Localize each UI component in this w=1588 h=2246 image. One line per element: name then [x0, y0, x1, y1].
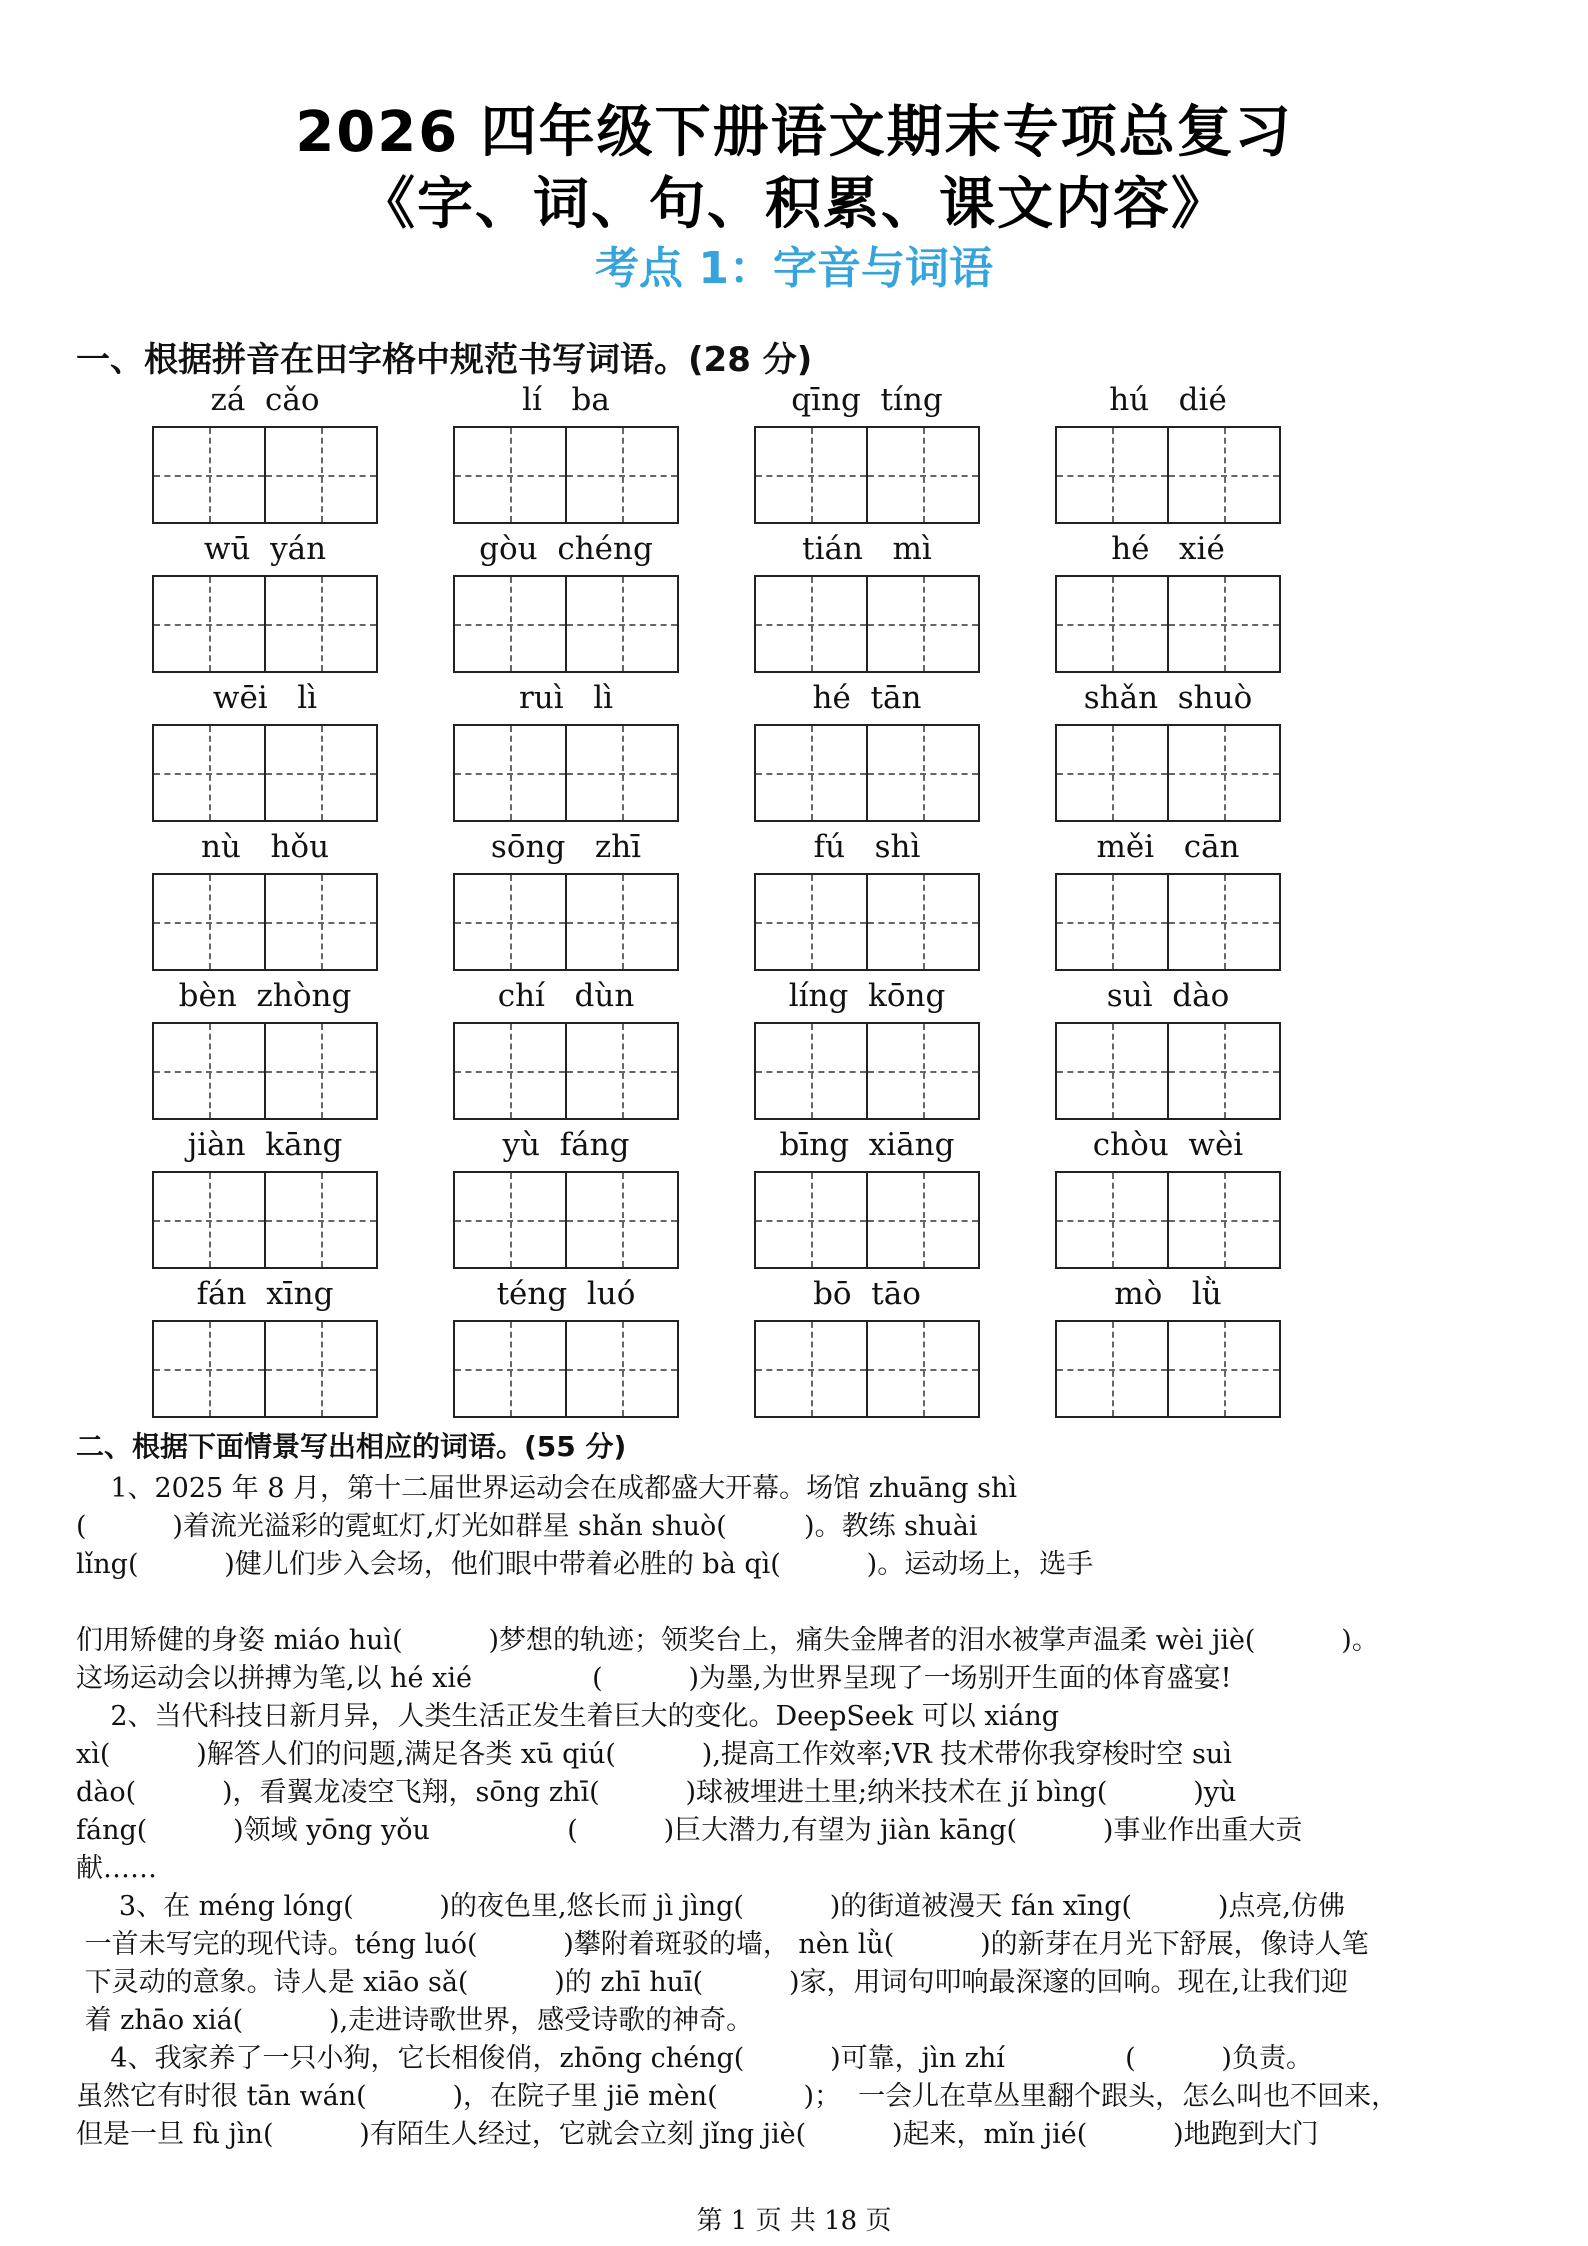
passage-line: dào( )，看翼龙凌空飞翔，sōng zhī( )球被埋进土里;纳米技术在 jí bìng( )yù — [76, 1777, 1237, 1808]
tianzige-boxes[interactable] — [1055, 724, 1281, 822]
pinyin-label: tián mì — [802, 531, 932, 567]
tianzige-boxes[interactable] — [1055, 1022, 1281, 1120]
tianzige-boxes[interactable] — [453, 575, 679, 673]
passage-line: 虽然它有时很 tān wán( )，在院子里 jiē mèn( )； 一会儿在草丛里翻个跟头，怎么叫也不回来， — [76, 2081, 1399, 2112]
pinyin-label: gòu chéng — [479, 531, 653, 567]
tianzige-cell[interactable] — [1057, 428, 1167, 522]
pinyin-label: zá cǎo — [210, 382, 320, 418]
section1-title: 一、根据拼音在田字格中规范书写词语。(28 分) — [76, 340, 813, 380]
tianzige-boxes[interactable] — [152, 1320, 378, 1418]
pinyin-label: fán xīng — [196, 1276, 334, 1312]
tianzige-cell[interactable] — [756, 875, 866, 969]
tianzige-cell[interactable] — [866, 1173, 978, 1267]
tianzige-cell[interactable] — [866, 577, 978, 671]
passage-line: 们用矫健的身姿 miáo huì( )梦想的轨迹；领奖台上，痛失金牌者的泪水被掌声温柔 wèi jiè( )。 — [76, 1625, 1379, 1656]
pinyin-label: wēi lì — [212, 680, 318, 716]
tianzige-cell[interactable] — [1057, 875, 1167, 969]
pinyin-label: hé tān — [812, 680, 922, 716]
tianzige-cell[interactable] — [1057, 726, 1167, 820]
tianzige-cell[interactable] — [756, 428, 866, 522]
tianzige-cell[interactable] — [565, 577, 677, 671]
pinyin-label: ruì lì — [518, 680, 614, 716]
pinyin-label: fú shì — [813, 829, 921, 865]
tianzige-boxes[interactable] — [1055, 426, 1281, 524]
passage-line: 2、当代科技日新月异，人类生活正发生着巨大的变化。DeepSeek 可以 xiáng — [76, 1701, 1060, 1732]
pinyin-label: lí ba — [522, 382, 610, 418]
tianzige-cell[interactable] — [1167, 875, 1279, 969]
tianzige-boxes[interactable] — [453, 1022, 679, 1120]
tianzige-cell[interactable] — [1167, 428, 1279, 522]
tianzige-boxes[interactable] — [1055, 1320, 1281, 1418]
pinyin-label: hé xié — [1111, 531, 1225, 567]
tianzige-boxes[interactable] — [754, 724, 980, 822]
tianzige-boxes[interactable] — [453, 1320, 679, 1418]
tianzige-cell[interactable] — [866, 726, 978, 820]
tianzige-cell[interactable] — [264, 726, 376, 820]
tianzige-boxes[interactable] — [754, 426, 980, 524]
pinyin-label: líng kōng — [788, 978, 946, 1014]
tianzige-boxes[interactable] — [152, 575, 378, 673]
passage-line: 这场运动会以拼搏为笔,以 hé xié ( )为墨,为世界呈现了一场别开生面的体育盛宴! — [76, 1663, 1232, 1694]
tianzige-boxes[interactable] — [453, 724, 679, 822]
passage-line: 着 zhāo xiá( ),走进诗歌世界，感受诗歌的神奇。 — [76, 2005, 754, 2036]
tianzige-cell[interactable] — [154, 875, 264, 969]
tianzige-cell[interactable] — [756, 1024, 866, 1118]
tianzige-cell[interactable] — [866, 875, 978, 969]
tianzige-cell[interactable] — [264, 428, 376, 522]
passage-line: 4、我家养了一只小狗，它长相俊俏，zhōng chéng( )可靠，jìn zhí ( )负责。 — [76, 2043, 1313, 2074]
pinyin-label: chòu wèi — [1092, 1127, 1244, 1163]
tianzige-cell[interactable] — [565, 1024, 677, 1118]
tianzige-cell[interactable] — [154, 1173, 264, 1267]
tianzige-cell[interactable] — [264, 577, 376, 671]
tianzige-cell[interactable] — [455, 577, 565, 671]
tianzige-boxes[interactable] — [1055, 575, 1281, 673]
tianzige-cell[interactable] — [756, 1173, 866, 1267]
tianzige-boxes[interactable] — [152, 426, 378, 524]
tianzige-cell[interactable] — [1057, 1322, 1167, 1416]
tianzige-cell[interactable] — [1167, 1322, 1279, 1416]
tianzige-cell[interactable] — [1167, 577, 1279, 671]
document-title: 2026 四年级下册语文期末专项总复习 — [295, 100, 1293, 165]
passage-line: 献…… — [76, 1853, 157, 1884]
tianzige-cell[interactable] — [154, 1024, 264, 1118]
pinyin-label: jiàn kāng — [187, 1127, 343, 1163]
passage-line: 但是一旦 fù jìn( )有陌生人经过，它就会立刻 jǐng jiè( )起来，mǐn jié( )地跑到大门 — [76, 2119, 1319, 2150]
page-footer: 第 1 页 共 18 页 — [696, 2206, 892, 2236]
tianzige-cell[interactable] — [264, 1024, 376, 1118]
passage-line: 3、在 méng lóng( )的夜色里,悠长而 jì jìng( )的街道被漫天 fán xīng( )点亮,仿佛 — [76, 1891, 1345, 1922]
pinyin-label: wū yán — [203, 531, 327, 567]
tianzige-cell[interactable] — [1167, 1173, 1279, 1267]
tianzige-cell[interactable] — [565, 726, 677, 820]
pinyin-label: bō tāo — [813, 1276, 921, 1312]
pinyin-label: mò lǜ — [1114, 1276, 1222, 1312]
tianzige-cell[interactable] — [264, 875, 376, 969]
tianzige-cell[interactable] — [565, 875, 677, 969]
tianzige-cell[interactable] — [756, 1322, 866, 1416]
tianzige-cell[interactable] — [264, 1322, 376, 1416]
tianzige-cell[interactable] — [565, 428, 677, 522]
pinyin-label: hú dié — [1109, 382, 1227, 418]
tianzige-boxes[interactable] — [754, 873, 980, 971]
tianzige-cell[interactable] — [866, 428, 978, 522]
tianzige-cell[interactable] — [455, 726, 565, 820]
passage-line: 一首未写完的现代诗。téng luó( )攀附着斑驳的墙， nèn lǜ( )的新芽在月光下舒展，像诗人笔 — [76, 1929, 1369, 1960]
passage-line: ( )着流光溢彩的霓虹灯,灯光如群星 shǎn shuò( )。教练 shuài — [76, 1511, 978, 1542]
tianzige-cell[interactable] — [154, 1322, 264, 1416]
tianzige-cell[interactable] — [455, 428, 565, 522]
tianzige-boxes[interactable] — [754, 1320, 980, 1418]
pinyin-label: sōng zhī — [490, 829, 642, 865]
tianzige-cell[interactable] — [1057, 577, 1167, 671]
tianzige-boxes[interactable] — [754, 575, 980, 673]
tianzige-cell[interactable] — [154, 428, 264, 522]
tianzige-cell[interactable] — [455, 1173, 565, 1267]
tianzige-boxes[interactable] — [754, 1022, 980, 1120]
tianzige-cell[interactable] — [866, 1024, 978, 1118]
tianzige-cell[interactable] — [866, 1322, 978, 1416]
tianzige-cell[interactable] — [1167, 726, 1279, 820]
tianzige-boxes[interactable] — [453, 426, 679, 524]
pinyin-label: bīng xiāng — [779, 1127, 955, 1163]
kaodian-heading: 考点 1：字音与词语 — [595, 243, 993, 294]
pinyin-label: nù hǒu — [200, 829, 330, 865]
passage-line: fáng( )领域 yōng yǒu ( )巨大潜力,有望为 jiàn kāng( )事业作出重大贡 — [76, 1815, 1303, 1846]
tianzige-cell[interactable] — [756, 577, 866, 671]
pinyin-label: měi cān — [1096, 829, 1240, 865]
tianzige-cell[interactable] — [154, 577, 264, 671]
document-subtitle: 《字、词、句、积累、课文内容》 — [359, 172, 1229, 237]
pinyin-label: bèn zhòng — [178, 978, 352, 1014]
pinyin-label: yù fáng — [502, 1127, 630, 1163]
passage-line: 下灵动的意象。诗人是 xiāo sǎ( )的 zhī huī( )家，用词句叩响最深邃的回响。现在,让我们迎 — [76, 1967, 1349, 1998]
tianzige-cell[interactable] — [1057, 1024, 1167, 1118]
passage-line: lǐng( )健儿们步入会场，他们眼中带着必胜的 bà qì( )。运动场上，选手 — [76, 1549, 1094, 1580]
tianzige-boxes[interactable] — [152, 724, 378, 822]
pinyin-label: qīng tíng — [791, 382, 943, 418]
tianzige-boxes[interactable] — [152, 1171, 378, 1269]
tianzige-boxes[interactable] — [453, 1171, 679, 1269]
tianzige-cell[interactable] — [1167, 1024, 1279, 1118]
tianzige-boxes[interactable] — [754, 1171, 980, 1269]
passage-line: 1、2025 年 8 月，第十二届世界运动会在成都盛大开幕。场馆 zhuāng shì — [76, 1473, 1017, 1504]
tianzige-boxes[interactable] — [1055, 1171, 1281, 1269]
section2-title: 二、根据下面情景写出相应的词语。(55 分) — [76, 1430, 627, 1463]
passage-line: xì( )解答人们的问题,满足各类 xū qiú( ),提高工作效率;VR 技术带你我穿梭时空 suì — [76, 1739, 1232, 1770]
tianzige-cell[interactable] — [455, 875, 565, 969]
tianzige-boxes[interactable] — [152, 1022, 378, 1120]
pinyin-label: shǎn shuò — [1083, 680, 1253, 716]
tianzige-cell[interactable] — [756, 726, 866, 820]
pinyin-label: téng luó — [496, 1276, 636, 1312]
tianzige-cell[interactable] — [455, 1322, 565, 1416]
tianzige-cell[interactable] — [565, 1173, 677, 1267]
tianzige-boxes[interactable] — [152, 873, 378, 971]
tianzige-cell[interactable] — [455, 1024, 565, 1118]
pinyin-label: suì dào — [1106, 978, 1230, 1014]
tianzige-cell[interactable] — [1057, 1173, 1167, 1267]
tianzige-cell[interactable] — [264, 1173, 376, 1267]
tianzige-boxes[interactable] — [453, 873, 679, 971]
tianzige-boxes[interactable] — [1055, 873, 1281, 971]
pinyin-label: chí dùn — [497, 978, 635, 1014]
tianzige-cell[interactable] — [565, 1322, 677, 1416]
tianzige-cell[interactable] — [154, 726, 264, 820]
